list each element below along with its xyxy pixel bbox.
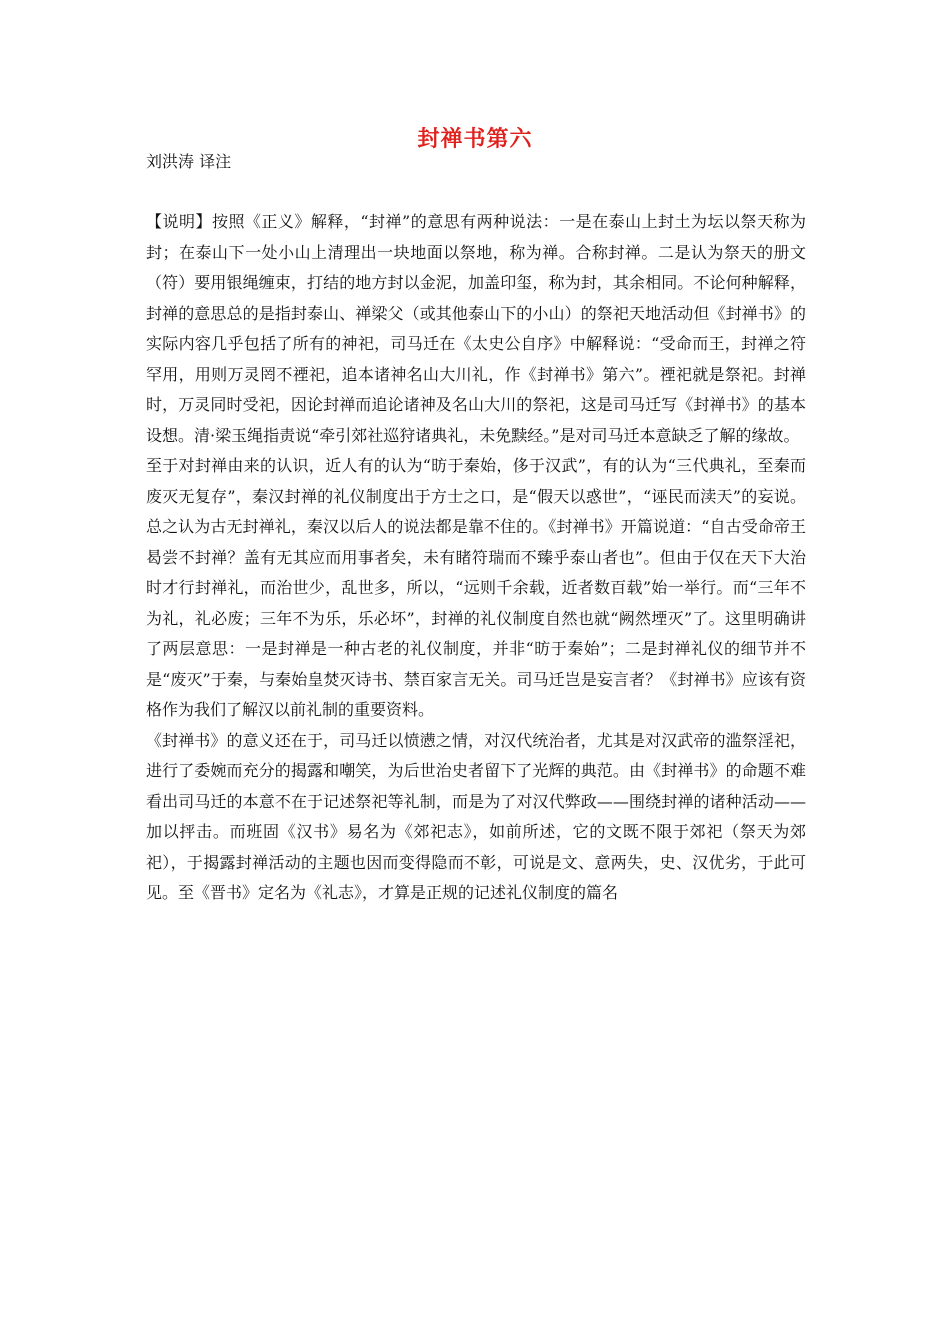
author-byline: 刘洪涛 译注	[146, 152, 232, 171]
paragraph-origin: 至于对封禅由来的认识，近人有的认为“昉于秦始，侈于汉武”，有的认为“三代典礼，至秦而废灭无复存”，秦汉封禅的礼仪制度出于方士之口，是“假天以惑世”，“诬民而渎天”的妄说。总之认为古无封禅礼，秦汉以后人的说法都是靠不住的。《封禅书》开篇说道：“自古受命帝王曷尝不封禅？盖有无其应而用事者矣，未有睹符瑞而不臻乎泰山者也”。但由于仅在天下大治时才行封禅礼，而治世少，乱世多，所以，“远则千余载，近者数百载”始一举行。而“三年不为礼，礼必废；三年不为乐，乐必坏”，封禅的礼仪制度自然也就“阙然堙灭”了。这里明确讲了两层意思：一是封禅是一种古老的礼仪制度，并非“昉于秦始”；二是封禅礼仪的细节并不是“废灭”于秦，与秦始皇焚灭诗书、禁百家言无关。司马迁岂是妄言者？《封禅书》应该有资格作为我们了解汉以前礼制的重要资料。	[146, 456, 806, 719]
document-body	[146, 207, 806, 909]
paragraph-significance: 《封禅书》的意义还在于，司马迁以愤懑之情，对汉代统治者，尤其是对汉武帝的滥祭淫祀，进行了委婉而充分的揭露和嘲笑，为后世治史者留下了光辉的典范。由《封禅书》的命题不难看出司马迁的本意不在于记述祭祀等礼制，而是为了对汉代弊政——围绕封禅的诸种活动——加以抨击。而班固《汉书》易名为《郊祀志》，如前所述，它的文既不限于郊祀（祭天为郊祀），于揭露封禅活动的主题也因而变得隐而不彰，可说是文、意两失，史、汉优劣，于此可见。至《晋书》定名为《礼志》，才算是正规的记述礼仪制度的篇名	[146, 730, 806, 902]
paragraph-explanation: 【说明】按照《正义》解释，“封禅”的意思有两种说法：一是在泰山上封土为坛以祭天称为封；在泰山下一处小山上清理出一块地面以祭地，称为禅。合称封禅。二是认为祭天的册文（符）要用银绳缠束，打结的地方封以金泥，加盖印玺，称为封，其余相同。不论何种解释，封禅的意思总的是指封泰山、禅梁父（或其他泰山下的小山）的祭祀天地活动但《封禅书》的实际内容几乎包括了所有的神祀，司马迁在《太史公自序》中解释说：“受命而王，封禅之符罕用，用则万灵罔不禋祀，追本诸神名山大川礼，作《封禅书》第六”。禋祀就是祭祀。封禅时，万灵同时受祀，因论封禅而追论诸神及名山大川的祭祀，这是司马迁写《封禅书》的基本设想。清·梁玉绳指责说“牵引郊社巡狩诸典礼，未免黩经。”是对司马迁本意缺乏了解的缘故。	[146, 212, 806, 445]
document-title: 封禅书第六	[417, 126, 533, 152]
